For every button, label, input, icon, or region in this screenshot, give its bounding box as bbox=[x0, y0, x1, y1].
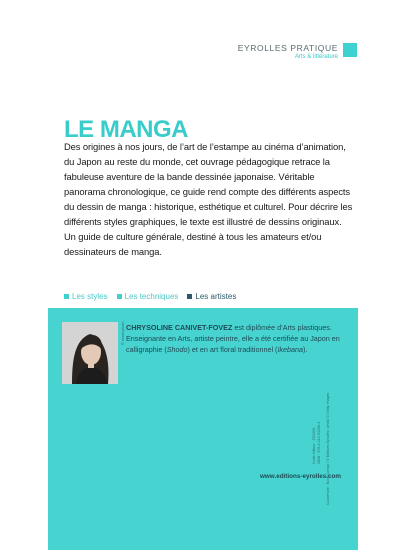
cover-credits: Couverture : Nord Compo / © Éditions Eyrolles / photo © Getty Images bbox=[326, 392, 330, 505]
category-styles bbox=[64, 292, 108, 301]
author-photo bbox=[62, 322, 118, 384]
isbn: ISBN : 978-2-212-54266-1 bbox=[317, 421, 321, 464]
category-label: Les techniques bbox=[124, 292, 179, 301]
square-bullet-icon bbox=[187, 294, 192, 299]
collection-subtitle: Arts & littérature bbox=[294, 54, 338, 60]
author-bio-text: est diplômée d’Arts plastiques. Enseignante en Arts, artiste peintre, elle a été certifiée au Japon en calligraphie ( bbox=[126, 323, 340, 354]
category-list bbox=[64, 292, 236, 301]
square-bullet-icon bbox=[117, 294, 122, 299]
photo-credit: © www.photo bbox=[120, 321, 125, 345]
author-bio-shodo: Shodo bbox=[166, 345, 188, 354]
category-label: Les artistes bbox=[195, 292, 237, 301]
author-name: CHRYSOLINE CANIVET-FOVEZ bbox=[126, 323, 233, 332]
square-bullet-icon bbox=[64, 294, 69, 299]
author-bio-ikebana: Ikebana bbox=[277, 345, 304, 354]
author-bio-text: ) et en art floral traditionnel ( bbox=[187, 345, 278, 354]
author-portrait-image bbox=[62, 322, 118, 384]
book-description: Des origines à nos jours, de l’art de l’estampe au cinéma d’animation, du Japon au reste du monde, cet ouvrage pédagogique retrace la fabuleuse aventure de la bande dessinée japonaise. Véritable panorama chronologique, ce guide rend compte des différents aspects du dessin de manga : historique, esthétique et culturel. Pour décrire les différents styles graphiques, le texte est illustré de dessins originaux. Un guide de culture générale, destiné à tous les amateurs et/ou dessinateurs de manga. bbox=[64, 141, 353, 257]
collection-name: EYROLLES PRATIQUE bbox=[237, 43, 338, 53]
category-artistes bbox=[187, 292, 236, 301]
collection-header bbox=[238, 43, 338, 61]
book-title: LE MANGA bbox=[64, 116, 188, 143]
author-bio-text: ). bbox=[303, 345, 308, 354]
publisher-code: Code éditeur : G54266 bbox=[312, 427, 316, 464]
publisher-codes bbox=[312, 408, 322, 464]
category-techniques bbox=[117, 292, 179, 301]
category-label: Les styles bbox=[72, 292, 108, 301]
publisher-website: www.editions-eyrolles.com bbox=[260, 473, 341, 480]
collection-color-tab bbox=[343, 43, 357, 57]
author-bio bbox=[126, 322, 346, 355]
